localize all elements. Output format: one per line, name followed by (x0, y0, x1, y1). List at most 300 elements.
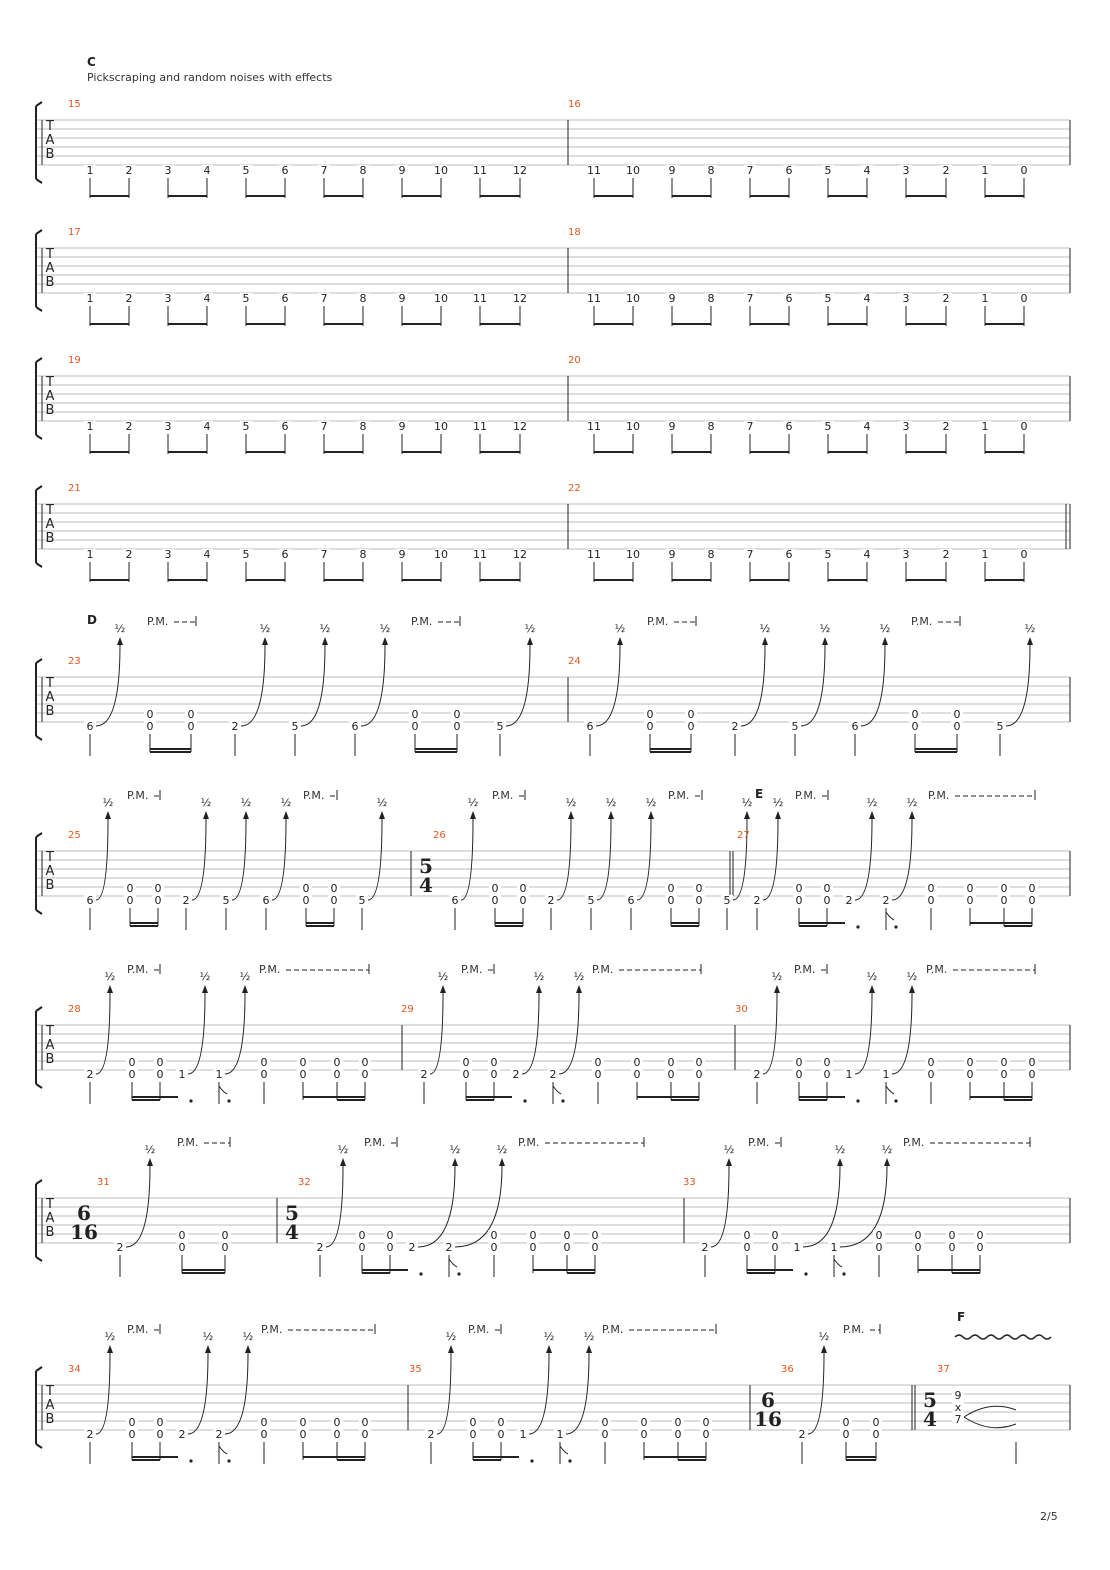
bend-amount: ½ (242, 1330, 254, 1343)
fret-number: 0 (221, 1229, 229, 1242)
fret-number: 6 (351, 720, 359, 733)
tab-clef-letter: T (46, 1384, 54, 1399)
fret-number: 8 (359, 420, 367, 433)
time-sig-denominator: 4 (419, 873, 433, 897)
fret-number: 0 (128, 1068, 136, 1081)
flag (560, 1446, 568, 1454)
fret-number: 2 (882, 894, 890, 907)
fret-number: 10 (626, 420, 640, 433)
bar-number: 26 (433, 830, 446, 841)
bar-number: 21 (68, 483, 81, 494)
dot (457, 1272, 460, 1275)
fret-number: 0 (743, 1241, 751, 1254)
fret-number: 0 (695, 1068, 703, 1081)
fret-number: 0 (156, 1428, 164, 1441)
fret-number: 0 (563, 1241, 571, 1254)
bar-number: 30 (735, 1004, 748, 1015)
tab-clef-letter: T (46, 119, 54, 134)
palm-mute-label: P.M. (794, 963, 816, 976)
fret-number: 11 (473, 420, 487, 433)
fret-number: 0 (842, 1416, 850, 1429)
tab-clef-letter: T (46, 375, 54, 390)
fret-number: 0 (333, 1416, 341, 1429)
bend-amount: ½ (437, 970, 449, 983)
fret-number: 9 (398, 548, 406, 561)
dot (856, 925, 859, 928)
fret-number: 8 (707, 548, 715, 561)
bend-arrow (1027, 637, 1033, 645)
fret-number: 8 (359, 292, 367, 305)
fret-number: 9 (954, 1389, 962, 1402)
fret-number: 0 (260, 1428, 268, 1441)
flag (886, 912, 894, 920)
section-label-d: D (87, 613, 97, 627)
fret-number: 7 (320, 548, 328, 561)
fret-number: 5 (587, 894, 595, 907)
bend-amount: ½ (114, 622, 126, 635)
bend-arrow (205, 1345, 211, 1353)
fret-number: 8 (707, 420, 715, 433)
fret-number: 5 (242, 420, 250, 433)
bend-amount: ½ (280, 796, 292, 809)
fret-number: 5 (222, 894, 230, 907)
fret-number: 0 (330, 882, 338, 895)
fret-number: 10 (626, 292, 640, 305)
fret-number: 6 (281, 292, 289, 305)
fret-number: 0 (823, 1068, 831, 1081)
fret-number: 11 (587, 164, 601, 177)
fret-number: 0 (302, 882, 310, 895)
time-sig-numerator: 5 (419, 854, 433, 878)
fret-number: 3 (902, 548, 910, 561)
palm-mute-label: P.M. (903, 1136, 925, 1149)
palm-mute-label: P.M. (127, 1323, 149, 1336)
fret-number: 0 (795, 894, 803, 907)
bend-arrow (821, 1345, 827, 1353)
fret-number: 1 (86, 292, 94, 305)
palm-mute-label: P.M. (795, 789, 817, 802)
fret-number: 0 (687, 720, 695, 733)
fret-number: 10 (434, 548, 448, 561)
tab-clef-letter: B (45, 275, 55, 290)
fret-number: 9 (668, 420, 676, 433)
bend-amount: ½ (337, 1143, 349, 1156)
bend-arrow (107, 1345, 113, 1353)
bend-amount: ½ (771, 970, 783, 983)
palm-mute-label: P.M. (461, 963, 483, 976)
bend-amount: ½ (723, 1143, 735, 1156)
palm-mute-label: P.M. (259, 963, 281, 976)
fret-number: 6 (281, 164, 289, 177)
bend-arrow (322, 637, 328, 645)
fret-number: 0 (497, 1428, 505, 1441)
fret-number: 0 (156, 1068, 164, 1081)
bend-amount: ½ (866, 796, 878, 809)
tab-clef-letter: A (45, 1211, 55, 1226)
staff-section-c (36, 230, 1070, 311)
bend-arrow (242, 985, 248, 993)
fret-number: 0 (469, 1416, 477, 1429)
fret-number: 0 (823, 894, 831, 907)
bend-amount: ½ (104, 1330, 116, 1343)
bracket-hook (36, 102, 42, 106)
fret-number: x (954, 1401, 962, 1414)
fret-number: 2 (701, 1241, 709, 1254)
fret-number: 6 (785, 420, 793, 433)
fret-number: 10 (626, 164, 640, 177)
fret-number: 2 (942, 548, 950, 561)
tab-clef-letter: B (45, 878, 55, 893)
bend-arrow (726, 1158, 732, 1166)
fret-number: 9 (398, 292, 406, 305)
fret-number: 2 (547, 894, 555, 907)
fret-number: 4 (863, 548, 871, 561)
fret-number: 0 (187, 720, 195, 733)
fret-number: 0 (146, 708, 154, 721)
fret-number: 10 (626, 548, 640, 561)
bend-amount: ½ (496, 1143, 508, 1156)
bar-number: 20 (568, 355, 581, 366)
fret-number: 0 (156, 1056, 164, 1069)
tab-clef-letter: B (45, 1412, 55, 1427)
fret-number: 0 (640, 1428, 648, 1441)
bend-amount: ½ (533, 970, 545, 983)
bend-amount: ½ (239, 970, 251, 983)
fret-number: 0 (260, 1056, 268, 1069)
fret-number: 4 (863, 420, 871, 433)
bend-arrow (576, 985, 582, 993)
bend-amount: ½ (376, 796, 388, 809)
fret-number: 0 (563, 1229, 571, 1242)
fret-number: 2 (231, 720, 239, 733)
fret-number: 0 (594, 1056, 602, 1069)
fret-number: 12 (513, 292, 527, 305)
fret-number: 1 (845, 1068, 853, 1081)
fret-number: 0 (771, 1241, 779, 1254)
fret-number: 0 (695, 1056, 703, 1069)
bend-arrow (243, 811, 249, 819)
time-sig-denominator: 16 (754, 1407, 782, 1431)
section-note-c: Pickscraping and random noises with effects (87, 71, 333, 84)
bar-number: 25 (68, 830, 81, 841)
fret-number: 0 (1028, 882, 1036, 895)
fret-number: 0 (333, 1428, 341, 1441)
bend-arrow (775, 811, 781, 819)
fret-number: 11 (473, 164, 487, 177)
fret-number: 0 (453, 720, 461, 733)
fret-number: 0 (667, 882, 675, 895)
fret-number: 2 (178, 1428, 186, 1441)
fret-number: 6 (451, 894, 459, 907)
fret-number: 0 (795, 882, 803, 895)
time-sig-numerator: 5 (923, 1388, 937, 1412)
fret-number: 2 (845, 894, 853, 907)
bend-amount: ½ (259, 622, 271, 635)
tab-clef-letter: A (45, 517, 55, 532)
fret-number: 8 (359, 164, 367, 177)
fret-number: 0 (154, 882, 162, 895)
tab-clef-letter: B (45, 704, 55, 719)
bracket-hook (36, 179, 42, 183)
fret-number: 0 (453, 708, 461, 721)
fret-number: 0 (361, 1068, 369, 1081)
palm-mute-label: P.M. (411, 615, 433, 628)
fret-number: 0 (1000, 882, 1008, 895)
fret-number: 0 (927, 1056, 935, 1069)
bend-arrow (147, 1158, 153, 1166)
fret-number: 2 (125, 292, 133, 305)
tab-clef-letter: B (45, 147, 55, 162)
fret-number: 0 (1020, 292, 1028, 305)
palm-mute-label: P.M. (668, 789, 690, 802)
bend-arrow (105, 811, 111, 819)
bend-amount: ½ (583, 1330, 595, 1343)
fret-number: 5 (824, 420, 832, 433)
bend-arrow (283, 811, 289, 819)
fret-number: 0 (529, 1229, 537, 1242)
fret-number: 5 (496, 720, 504, 733)
time-sig-denominator: 4 (285, 1220, 299, 1244)
fret-number: 8 (707, 164, 715, 177)
fret-number: 9 (398, 164, 406, 177)
bend-amount: ½ (102, 796, 114, 809)
fret-number: 0 (674, 1416, 682, 1429)
bend-arrow (774, 985, 780, 993)
fret-number: 5 (242, 164, 250, 177)
fret-number: 9 (398, 420, 406, 433)
fret-number: 0 (702, 1428, 710, 1441)
fret-number: 0 (187, 708, 195, 721)
fret-number: 4 (863, 164, 871, 177)
fret-number: 0 (469, 1428, 477, 1441)
flag (219, 1446, 227, 1454)
fret-number: 0 (953, 708, 961, 721)
tab-clef-letter: T (46, 1197, 54, 1212)
bend-amount: ½ (445, 1330, 457, 1343)
fret-number: 0 (490, 1056, 498, 1069)
fret-number: 10 (434, 292, 448, 305)
palm-mute-label: P.M. (928, 789, 950, 802)
bend-amount: ½ (543, 1330, 555, 1343)
fret-number: 0 (302, 894, 310, 907)
fret-number: 0 (299, 1068, 307, 1081)
fret-number: 2 (753, 1068, 761, 1081)
bend-arrow (909, 811, 915, 819)
bracket-hook (36, 230, 42, 234)
fret-number: 0 (948, 1241, 956, 1254)
fret-number: 5 (242, 292, 250, 305)
fret-number: 0 (411, 708, 419, 721)
fret-number: 5 (291, 720, 299, 733)
fret-number: 0 (1020, 420, 1028, 433)
dot (523, 1099, 526, 1102)
fret-number: 0 (795, 1056, 803, 1069)
fret-number: 0 (872, 1416, 880, 1429)
tab-clef-letter: T (46, 850, 54, 865)
fret-number: 1 (519, 1428, 527, 1441)
fret-number: 10 (434, 420, 448, 433)
fret-number: 9 (668, 292, 676, 305)
flag (886, 1086, 894, 1094)
fret-number: 5 (996, 720, 1004, 733)
bracket-hook (36, 1180, 42, 1184)
fret-number: 0 (674, 1428, 682, 1441)
fret-number: 0 (842, 1428, 850, 1441)
bend-arrow (202, 985, 208, 993)
fret-number: 0 (771, 1229, 779, 1242)
vibrato-line (955, 1335, 1051, 1339)
fret-number: 0 (221, 1241, 229, 1254)
palm-mute-label: P.M. (748, 1136, 770, 1149)
bend-amount: ½ (319, 622, 331, 635)
fret-number: 0 (156, 1416, 164, 1429)
fret-number: 0 (695, 882, 703, 895)
bar-number: 34 (68, 1364, 81, 1375)
bend-arrow (568, 811, 574, 819)
fret-number: 0 (872, 1428, 880, 1441)
fret-number: 0 (1028, 1068, 1036, 1081)
fret-number: 0 (146, 720, 154, 733)
bend-arrow (822, 637, 828, 645)
flag (449, 1259, 457, 1267)
bend-amount: ½ (449, 1143, 461, 1156)
fret-number: 7 (320, 292, 328, 305)
section-label-e: E (755, 787, 764, 801)
fret-number: 0 (128, 1056, 136, 1069)
fret-number: 0 (491, 882, 499, 895)
bend-arrow (536, 985, 542, 993)
fret-number: 0 (178, 1241, 186, 1254)
bracket-hook (36, 659, 42, 663)
fret-number: 1 (86, 164, 94, 177)
time-sig-denominator: 16 (70, 1220, 98, 1244)
bracket-hook (36, 1007, 42, 1011)
bracket-hook (36, 358, 42, 362)
staff-section-c (36, 358, 1070, 439)
fret-number: 1 (793, 1241, 801, 1254)
fret-number: 11 (587, 292, 601, 305)
fret-number: 0 (927, 894, 935, 907)
fret-number: 0 (490, 1229, 498, 1242)
fret-number: 6 (785, 292, 793, 305)
bend-arrow (203, 811, 209, 819)
fret-number: 3 (164, 420, 172, 433)
bend-arrow (245, 1345, 251, 1353)
fret-number: 0 (667, 1056, 675, 1069)
fret-number: 0 (333, 1068, 341, 1081)
fret-number: 1 (86, 548, 94, 561)
fret-number: 0 (948, 1229, 956, 1242)
fret-number: 0 (358, 1241, 366, 1254)
palm-mute-label: P.M. (602, 1323, 624, 1336)
bend-arrow (909, 985, 915, 993)
fret-number: 2 (942, 292, 950, 305)
palm-mute-label: P.M. (261, 1323, 283, 1336)
fret-number: 9 (668, 164, 676, 177)
palm-mute-label: P.M. (518, 1136, 540, 1149)
bend-amount: ½ (240, 796, 252, 809)
fret-number: 0 (358, 1229, 366, 1242)
bend-arrow (499, 1158, 505, 1166)
tab-clef-letter: A (45, 1038, 55, 1053)
fret-number: 0 (519, 894, 527, 907)
tab-clef-letter: A (45, 389, 55, 404)
tab-clef-letter: B (45, 1225, 55, 1240)
tab-clef-letter: T (46, 247, 54, 262)
dot (189, 1099, 192, 1102)
fret-number: 2 (116, 1241, 124, 1254)
fret-number: 0 (953, 720, 961, 733)
dot (227, 1459, 230, 1462)
fret-number: 5 (824, 548, 832, 561)
bend-arrow (470, 811, 476, 819)
fret-number: 7 (746, 548, 754, 561)
tab-clef-letter: A (45, 864, 55, 879)
bend-amount: ½ (819, 622, 831, 635)
bend-amount: ½ (834, 1143, 846, 1156)
tab-clef-letter: A (45, 133, 55, 148)
fret-number: 0 (126, 882, 134, 895)
palm-mute-label: P.M. (127, 789, 149, 802)
bar-number: 33 (683, 1177, 696, 1188)
bend-arrow (527, 637, 533, 645)
fret-number: 0 (667, 1068, 675, 1081)
bend-arrow (586, 1345, 592, 1353)
fret-number: 2 (427, 1428, 435, 1441)
tab-clef-letter: T (46, 676, 54, 691)
fret-number: 6 (281, 548, 289, 561)
text-layer (45, 55, 1038, 1441)
fret-number: 2 (420, 1068, 428, 1081)
dot (804, 1272, 807, 1275)
dot (561, 1099, 564, 1102)
fret-number: 2 (86, 1068, 94, 1081)
bar-number: 37 (937, 1364, 950, 1375)
fret-number: 0 (966, 1068, 974, 1081)
fret-number: 0 (646, 720, 654, 733)
fret-number: 0 (743, 1229, 751, 1242)
fret-number: 2 (512, 1068, 520, 1081)
fret-number: 0 (633, 1056, 641, 1069)
tab-clef-letter: A (45, 690, 55, 705)
bend-amount: ½ (200, 796, 212, 809)
palm-mute-label: P.M. (647, 615, 669, 628)
fret-number: 10 (434, 164, 448, 177)
bend-arrow (448, 1345, 454, 1353)
bend-arrow (608, 811, 614, 819)
bracket-hook (36, 1257, 42, 1261)
fret-number: 0 (875, 1229, 883, 1242)
fret-number: 2 (445, 1241, 453, 1254)
bend-amount: ½ (565, 796, 577, 809)
bend-amount: ½ (906, 970, 918, 983)
bar-number: 28 (68, 1004, 81, 1015)
fret-number: 0 (260, 1068, 268, 1081)
fret-number: 8 (359, 548, 367, 561)
fret-number: 0 (1000, 1068, 1008, 1081)
fret-number: 0 (128, 1428, 136, 1441)
bend-amount: ½ (818, 1330, 830, 1343)
slide-curve (964, 1417, 1016, 1428)
bend-arrow (382, 637, 388, 645)
fret-number: 0 (640, 1416, 648, 1429)
fret-number: 6 (262, 894, 270, 907)
fret-number: 5 (358, 894, 366, 907)
bracket-hook (36, 1084, 42, 1088)
fret-number: 9 (668, 548, 676, 561)
fret-number: 5 (723, 894, 731, 907)
fret-number: 0 (299, 1416, 307, 1429)
